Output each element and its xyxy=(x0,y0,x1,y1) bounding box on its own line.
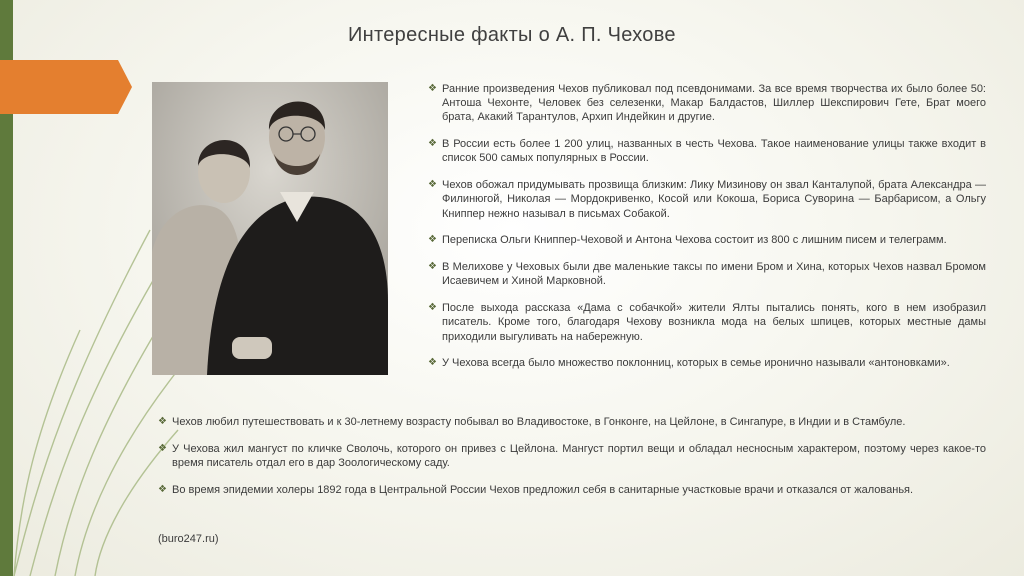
bullet-icon: ❖ xyxy=(158,416,167,427)
fact-item: ❖ В России есть более 1 200 улиц, названных в честь Чехова. Такое наименование улицы также входит в список 500 самых популярных в России. xyxy=(428,138,986,165)
fact-item: ❖ После выхода рассказа «Дама с собачкой» жители Ялты пытались понять, кого в нем изобразил писатель. Кроме того, благодаря Чехову возникла мода на белых шпицев, которых местные дамы приходили выгуливать на набережную. xyxy=(428,302,986,343)
bullet-icon: ❖ xyxy=(428,357,437,369)
bullet-icon: ❖ xyxy=(158,442,167,454)
fact-item: ❖ Чехов обожал придумывать прозвища близким: Лику Мизинову он звал Канталупой, брата Александра — Филинюгой, Николая — Мордокривенко, Косой или Кокоша, Бориса Суворина — Барбарисом, а Ольгу Книппер нежно называл в письмах Собакой. xyxy=(428,179,986,220)
fact-item: ❖ Ранние произведения Чехов публиковал под псевдонимами. За все время творчества их было более 50: Антоша Чехонте, Человек без селезенки, Макар Балдастов, Шиллер Шекспирович Гете, Брат моего брата, Акакий Тарантулов, Архип Индейкин и другие. xyxy=(428,83,986,124)
facts-list-right xyxy=(428,82,986,383)
bullet-icon: ❖ xyxy=(158,483,167,495)
source-note: (buro247.ru) xyxy=(158,533,219,545)
fact-item: ❖ Переписка Ольги Книппер-Чеховой и Антона Чехова состоит из 800 с лишним писем и телеграмм. xyxy=(428,234,947,247)
fact-item: ❖ В Мелихове у Чеховых были две маленькие таксы по имени Бром и Хина, которых Чехов назвал Бромом Исаевичем и Хиной Марковной. xyxy=(428,261,986,288)
facts-list-wide xyxy=(158,415,986,510)
bullet-icon: ❖ xyxy=(428,179,437,191)
fact-item: ❖ У Чехова жил мангуст по кличке Сволочь, которого он привез с Цейлона. Мангуст портил вещи и обладал несносным характером, поэтому через какое-то время писатель отдал его в дар Зоологическому саду. xyxy=(158,442,986,469)
bullet-icon: ❖ xyxy=(428,302,437,314)
fact-item: ❖ У Чехова всегда было множество поклонниц, которых в семье иронично называли «антоновками». xyxy=(428,357,950,370)
bullet-icon: ❖ xyxy=(428,234,437,246)
bullet-icon: ❖ xyxy=(428,138,437,150)
bullet-icon: ❖ xyxy=(428,261,437,273)
chekhov-photo xyxy=(152,82,388,375)
orange-arrow-shape xyxy=(0,60,132,114)
fact-item: ❖ Чехов любил путешествовать и к 30-летнему возрасту побывал во Владивостоке, в Гонконге, на Цейлоне, в Сингапуре, в Индии и в Стамбуле. xyxy=(158,416,906,428)
slide-title: Интересные факты о А. П. Чехове xyxy=(348,24,676,46)
bullet-icon: ❖ xyxy=(428,83,437,94)
fact-item: ❖ Во время эпидемии холеры 1892 года в Центральной России Чехов предложил себя в санитарные участковые врачи и отказался от жалованья. xyxy=(158,483,914,496)
